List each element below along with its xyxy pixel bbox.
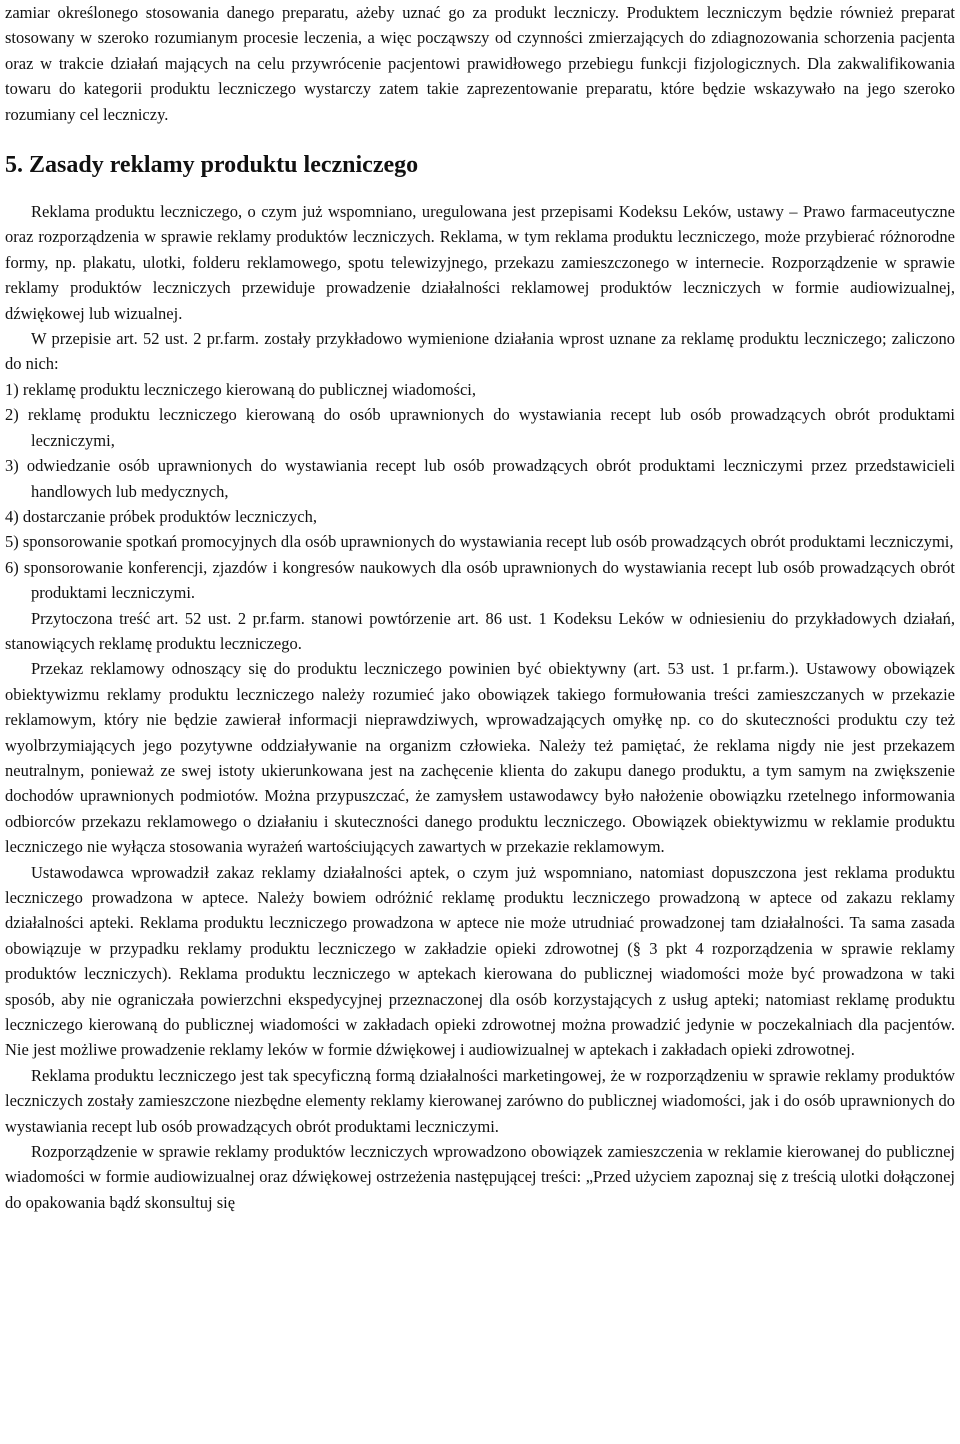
section-paragraph-1: Reklama produktu leczniczego, o czym już wspomniano, uregulowana jest przepisami Kodeksu Leków, ustawy – Prawo farmaceutyczne oraz rozporządzenia w sprawie reklamy produktów leczniczych. Reklama, w tym reklama produktu leczniczego, może przybierać różnorodne formy, np. plakatu, ulotki, folderu reklamowego, spotu telewizyjnego, przekazu zamieszczonego w internecie. Rozporządzenie w sprawie reklamy produktów leczniczych przewiduje prowadzenie działalności reklamowej produktów leczniczych w formie audiowizualnej, dźwiękowej lub wizualnej. — [5, 202, 955, 323]
regulation-paragraph: Rozporządzenie w sprawie reklamy produktów leczniczych wprowadzono obowiązek zamieszczenia w reklamie kierowanej do publicznej wiadomości w formie audiowizualnej oraz dźwiękowej ostrzeżenia następującej treści: „Przed użyciem zapoznaj się z treścią ulotki dołączonej do opakowania bądź skonsultuj się — [5, 1142, 955, 1212]
action-list — [5, 377, 955, 606]
list-item: 2) reklamę produktu leczniczego kierowaną do osób uprawnionych do wystawiania recept lub osób prowadzących obrót produktami leczniczymi, — [5, 405, 955, 450]
intro-paragraph: zamiar określonego stosowania danego preparatu, ażeby uznać go za produkt leczniczy. Produktem leczniczym będzie również preparat stosowany w szeroko rozumianym procesie leczenia, a więc począwszy od czynności zmierzających do zdiagnozowania schorzenia pacjenta oraz w trakcie działań mających na celu przywrócenie pacjentowi prawidłowego przebiegu funkcji fizjologicznych. Dla zakwalifikowania towaru do kategorii produktu leczniczego wystarczy zatem takie zaprezentowanie preparatu, które będzie wskazywało na jego szeroko rozumiany cel leczniczy. — [5, 3, 955, 124]
art52-paragraph: Przytoczona treść art. 52 ust. 2 pr.farm. stanowi powtórzenie art. 86 ust. 1 Kodeksu Leków w odniesieniu do przykładowych działań, stanowiących reklamę produktu leczniczego. — [5, 608, 955, 653]
marketing-paragraph: Reklama produktu leczniczego jest tak specyficzną formą działalności marketingowej, że w rozporządzeniu w sprawie reklamy produktów leczniczych zostały zamieszczone niezbędne elementy reklamy kierowanej zarówno do publicznej wiadomości, jak i do osób uprawnionych do wystawiania recept lub osób prowadzących obrót produktami leczniczymi. — [5, 1065, 955, 1136]
objectivity-paragraph: Przekaz reklamowy odnoszący się do produktu leczniczego powinien być obiektywny (art. 53 ust. 1 pr.farm.). Ustawowy obowiązek obiektywizmu reklamy produktu leczniczego należy rozumieć jako obowiązek takiego formułowania treści zamieszczanych w przekazie reklamowym, który nie będzie zawierał informacji nieprawdziwych, wprowadzających omyłkę np. co do skuteczności produktu czy też wyolbrzymiających jego pozytywne oddziaływanie na organizm człowieka. Należy też pamiętać, że reklama nigdy nie jest przekazem neutralnym, ponieważ ze swej istoty ukierunkowana jest na zachęcenie klienta do zakupu danego produktu, a tym samym na zwiększenie dochodów uprawnionych podmiotów. Można przypuszczać, że zamysłem ustawodawcy było nałożenie obowiązku rzetelnego informowania odbiorców przekazu reklamowego o działaniu i skuteczności danego produktu leczniczego. Obowiązek obiektywizmu w reklamie produktu leczniczego nie wyłącza stosowania wyrażeń wartościujących zawartych w przekazie reklamowym. — [5, 659, 955, 857]
list-item: 3) odwiedzanie osób uprawnionych do wystawiania recept lub osób prowadzących obrót produktami leczniczymi przez przedstawicieli handlowych lub medycznych, — [5, 456, 955, 501]
list-item: 4) dostarczanie próbek produktów leczniczych, — [5, 506, 317, 526]
list-intro-paragraph: W przepisie art. 52 ust. 2 pr.farm. zostały przykładowo wymienione działania wprost uznane za reklamę produktu leczniczego; zaliczono do nich: — [5, 329, 955, 374]
list-item: 1) reklamę produktu leczniczego kierowaną do publicznej wiadomości, — [5, 379, 476, 399]
document-page — [5, 0, 955, 1215]
pharmacy-paragraph: Ustawodawca wprowadził zakaz reklamy działalności aptek, o czym już wspomniano, natomiast dopuszczona jest reklama produktu leczniczego prowadzona w aptece. Należy bowiem odróżnić reklamę produktu leczniczego prowadzoną w aptece od zakazu reklamy działalności apteki. Reklama produktu leczniczego prowadzona w aptece nie może utrudniać prowadzonej tam działalności. Ta sama zasada obowiązuje w przypadku reklamy produktu leczniczego w zakładzie opieki zdrowotnej (§ 3 pkt 4 rozporządzenia w sprawie reklamy produktów leczniczych). Reklama produktu leczniczego w aptekach kierowana do publicznej wiadomości może być prowadzona w taki sposób, aby nie ograniczała powierzchni ekspedycyjnej przeznaczonej dla osób korzystających z usług apteki; natomiast reklamę produktu leczniczego kierowaną do publicznej wiadomości w zakładach opieki zdrowotnej można prowadzić jedynie w poczekalniach dla pacjentów. Nie jest możliwe prowadzenie reklamy leków w formie dźwiękowej i audiowizualnej w aptekach i zakładach opieki zdrowotnej. — [5, 862, 955, 1060]
list-item: 6) sponsorowanie konferencji, zjazdów i kongresów naukowych dla osób uprawnionych do wystawiania recept lub osób prowadzących obrót produktami leczniczymi. — [5, 557, 955, 603]
list-item: 5) sponsorowanie spotkań promocyjnych dla osób uprawnionych do wystawiania recept lub osób prowadzących obrót produktami leczniczymi, — [5, 532, 954, 552]
section-heading: 5. Zasady reklamy produktu leczniczego — [5, 152, 419, 179]
